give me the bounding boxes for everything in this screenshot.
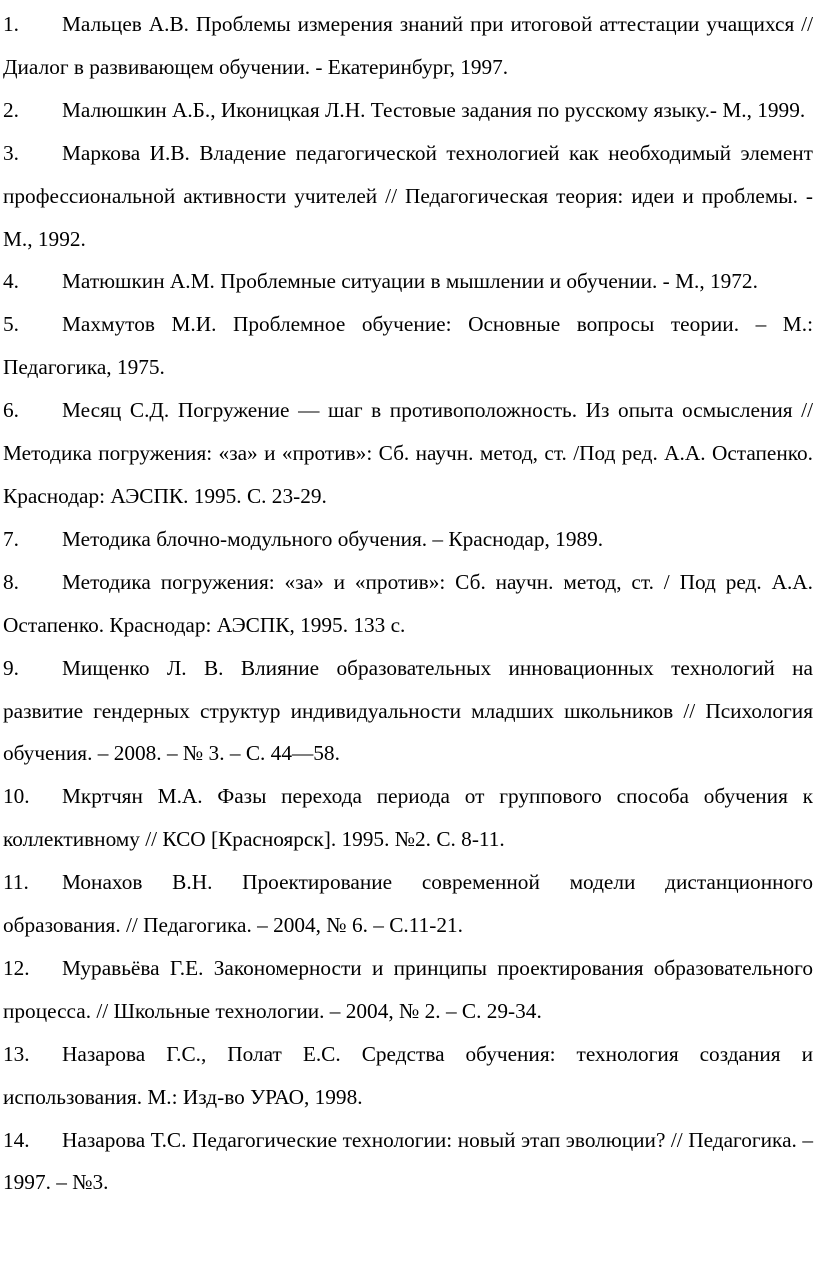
reference-number: 10. [3, 784, 30, 809]
reference-text: Матюшкин А.М. Проблемные ситуации в мышлении и обучении. - М., 1972. [62, 269, 758, 294]
reference-item [3, 132, 813, 261]
reference-item [3, 3, 813, 89]
reference-list [3, 0, 813, 1204]
reference-item [3, 1033, 813, 1119]
reference-number: 8. [3, 569, 19, 594]
reference-number: 11. [3, 870, 29, 895]
reference-number: 6. [3, 398, 19, 423]
reference-item [3, 947, 813, 1033]
reference-number: 2. [3, 97, 19, 122]
reference-text: Монахов В.Н. Проектирование современной модели дистанционного образования. // Педагогика. – 2004, № 6. – С.11-21. [3, 870, 813, 938]
reference-text: Мищенко Л. В. Влияние образовательных инновационных технологий на развитие гендерных структур индивидуальности младших школьников // Психология обучения. – 2008. – № 3. – С. 44—58. [3, 655, 813, 766]
reference-number: 3. [3, 140, 19, 165]
reference-number: 1. [3, 12, 19, 36]
reference-item [3, 775, 813, 861]
reference-number: 4. [3, 269, 19, 294]
reference-number: 7. [3, 526, 19, 551]
reference-text: Малюшкин А.Б., Иконицкая Л.Н. Тестовые задания по русскому языку.- М., 1999. [62, 97, 806, 122]
reference-text: Месяц С.Д. Погружение — шаг в противоположность. Из опыта осмысления // Методика погружения: «за» и «против»: Сб. научн. метод, ст. /Под ред. А.А. Остапенко. Краснодар: АЭСПК. 1995. С. 23-29. [3, 398, 813, 508]
reference-number: 14. [3, 1127, 30, 1152]
reference-item [3, 303, 813, 389]
reference-item [3, 89, 813, 132]
reference-item [3, 518, 813, 561]
reference-text: Методика блочно-модульного обучения. – Краснодар, 1989. [62, 526, 604, 551]
reference-item [3, 561, 813, 647]
reference-text: Методика погружения: «за» и «против»: Сб. научн. метод, ст. / Под ред. А.А. Остапенко. Краснодар: АЭСПК, 1995. 133 с. [3, 569, 813, 637]
reference-number: 9. [3, 655, 19, 680]
reference-text: Мкртчян М.А. Фазы перехода периода от группового способа обучения к коллективному // КСО [Красноярск]. 1995. №2. С. 8-11. [3, 784, 813, 852]
reference-number: 12. [3, 955, 30, 980]
reference-text: Махмутов М.И. Проблемное обучение: Основные вопросы теории. – М.: Педагогика, 1975. [3, 312, 813, 380]
reference-item [3, 260, 813, 303]
reference-text: Назарова Т.С. Педагогические технологии: новый этап эволюции? // Педагогика. – 1997. – №3. [3, 1127, 813, 1195]
reference-text: Маркова И.В. Владение педагогической технологией как необходимый элемент профессиональной активности учителей // Педагогическая теория: идеи и проблемы. - М., 1992. [3, 140, 813, 251]
reference-item [3, 389, 813, 518]
reference-text: Муравьёва Г.Е. Закономерности и принципы проектирования образовательного процесса. // Школьные технологии. – 2004, № 2. – С. 29-34. [3, 955, 813, 1023]
reference-number: 13. [3, 1041, 30, 1066]
reference-number: 5. [3, 312, 19, 337]
reference-text: Назарова Г.С., Полат Е.С. Средства обучения: технология создания и использования. М.: Изд-во УРАО, 1998. [3, 1041, 813, 1109]
reference-item [3, 1119, 813, 1205]
reference-text: Мальцев А.В. Проблемы измерения знаний при итоговой аттестации учащихся // Диалог в развивающем обучении. - Екатеринбург, 1997. [3, 12, 813, 79]
reference-item [3, 861, 813, 947]
reference-item [3, 647, 813, 776]
